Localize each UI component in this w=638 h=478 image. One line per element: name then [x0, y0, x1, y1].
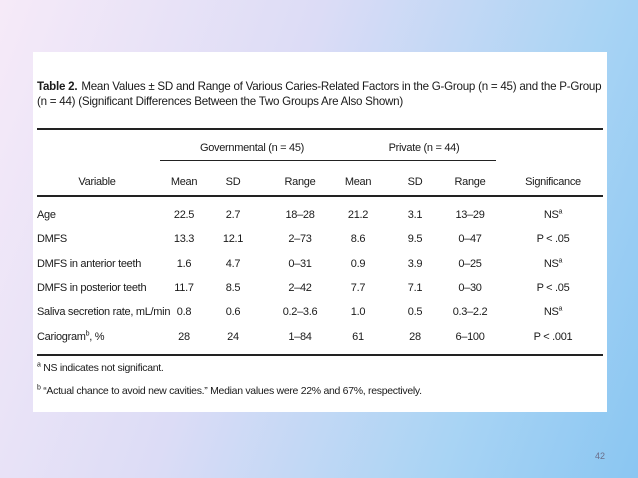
- cell-g-mean: [161, 233, 207, 245]
- cell-text: 7.7: [350, 281, 366, 294]
- cell-p-sd: [395, 209, 435, 221]
- cell-p-mean: [335, 258, 381, 270]
- cell-p-mean: [335, 233, 381, 245]
- cell-g-mean: [161, 331, 207, 343]
- cell-g-range: [261, 209, 339, 221]
- cell-text: 0–47: [458, 233, 482, 246]
- cell-text: 1–84: [288, 330, 312, 343]
- cell-text: NS: [543, 209, 559, 221]
- cell-text: P < .05: [536, 281, 570, 294]
- table-title: Mean Values ± SD and Range of Various Caries-Related Factors in the G-Group (n = 45) and the P-Group (n = 44) (Significant Differences Between the Two Groups Are Also Shown): [37, 80, 602, 108]
- col-header-p-range: Range: [454, 176, 486, 188]
- cell-p-range: [441, 306, 499, 318]
- group-header-private: Private (n = 44): [388, 142, 460, 154]
- cell-text: 28: [178, 330, 190, 343]
- cell-p-range: [441, 233, 499, 245]
- col-header-variable: Variable: [78, 176, 116, 188]
- cell-text: NS: [543, 306, 559, 319]
- footnote-a: [37, 362, 164, 374]
- cell-text: 28: [409, 330, 421, 343]
- col-header-g-range: Range: [284, 176, 316, 188]
- cell-sig: [503, 306, 603, 318]
- footnote-b-mark: b: [37, 384, 41, 392]
- top-rule: [37, 128, 603, 130]
- cell-text: 0.6: [225, 306, 241, 319]
- cell-text: 8.5: [225, 281, 241, 294]
- cell-text: 0.3–2.2: [452, 306, 488, 319]
- cell-g-sd: [213, 233, 253, 245]
- cell-text: Cariogram: [37, 330, 86, 343]
- table-caption: [37, 79, 603, 109]
- table-panel: [33, 52, 607, 412]
- cell-text: 1.0: [350, 306, 366, 319]
- significance-footnote-mark: a: [558, 256, 563, 264]
- cell-text: 21.2: [347, 209, 369, 221]
- cell-sig: [503, 209, 603, 221]
- footnote-b: [37, 385, 422, 397]
- table-label: Table 2.: [37, 80, 78, 93]
- cell-text: 2.7: [225, 209, 241, 221]
- cell-text: 0.5: [407, 306, 423, 319]
- cell-text: 11.7: [174, 281, 194, 294]
- cell-g-range: [261, 306, 339, 318]
- cell-variable: [37, 282, 163, 294]
- col-header-g-sd: SD: [225, 176, 241, 188]
- cell-text: DMFS in posterior teeth: [37, 281, 147, 294]
- cell-g-range: [261, 233, 339, 245]
- cell-text: 2–73: [288, 233, 312, 246]
- cell-p-mean: [335, 209, 381, 221]
- cell-p-sd: [395, 233, 435, 245]
- cell-text: 4.7: [225, 257, 241, 270]
- cell-text: P < .001: [533, 330, 573, 343]
- cell-text: 9.5: [407, 233, 423, 246]
- cell-p-sd: [395, 282, 435, 294]
- group-rule-private: [333, 160, 496, 161]
- bottom-rule: [37, 354, 603, 356]
- cell-text: 13.3: [173, 233, 195, 246]
- cell-p-range: [441, 209, 499, 221]
- cell-p-range: [441, 282, 499, 294]
- cell-variable: [37, 331, 163, 343]
- cell-variable: [37, 209, 163, 221]
- cell-g-range: [261, 258, 339, 270]
- footnote-a-mark: a: [37, 361, 41, 369]
- cell-text: 13–29: [455, 209, 485, 221]
- col-header-g-mean: Mean: [170, 176, 198, 188]
- footnote-b-text: “Actual chance to avoid new cavities.” Median values were 22% and 67%, respectively.: [43, 385, 422, 397]
- cell-text: DMFS: [37, 233, 67, 246]
- cell-variable: [37, 233, 163, 245]
- col-header-significance: Significance: [525, 176, 581, 188]
- variable-footnote-mark: b: [85, 329, 90, 337]
- group-header-governmental: Governmental (n = 45): [199, 142, 305, 154]
- cell-text: 3.9: [407, 257, 423, 270]
- cell-text: Age: [37, 209, 56, 221]
- cell-text: 1.6: [176, 257, 192, 270]
- cell-text: 12.1: [222, 233, 244, 246]
- variable-suffix: , %: [89, 330, 105, 343]
- cell-text: P < .05: [536, 233, 570, 246]
- footnote-a-text: NS indicates not significant.: [43, 362, 164, 374]
- cell-text: 18–28: [285, 209, 315, 221]
- cell-text: 0.2–3.6: [282, 306, 318, 319]
- cell-text: 6–100: [455, 330, 485, 343]
- cell-p-sd: [395, 306, 435, 318]
- header-rule: [37, 195, 603, 197]
- cell-text: 3.1: [407, 209, 423, 221]
- cell-text: 0–25: [458, 257, 482, 270]
- cell-text: Saliva secretion rate, mL/min: [37, 306, 171, 319]
- cell-text: 61: [352, 330, 364, 343]
- cell-text: 7.1: [407, 281, 423, 294]
- cell-g-sd: [213, 282, 253, 294]
- cell-text: 0–31: [288, 257, 312, 270]
- cell-text: 8.6: [350, 233, 366, 246]
- cell-p-sd: [395, 258, 435, 270]
- cell-g-sd: [213, 331, 253, 343]
- cell-g-range: [261, 331, 339, 343]
- cell-text: 2–42: [288, 281, 312, 294]
- cell-sig: [503, 233, 603, 245]
- cell-g-mean: [161, 282, 207, 294]
- significance-footnote-mark: a: [558, 208, 563, 216]
- cell-sig: [503, 258, 603, 270]
- cell-g-sd: [213, 306, 253, 318]
- cell-variable: [37, 258, 163, 270]
- cell-g-range: [261, 282, 339, 294]
- cell-text: 0.9: [350, 257, 366, 270]
- cell-text: DMFS in anterior teeth: [37, 257, 142, 270]
- cell-text: 22.5: [173, 209, 195, 221]
- cell-text: 0–30: [458, 281, 482, 294]
- cell-g-sd: [213, 209, 253, 221]
- cell-p-range: [441, 258, 499, 270]
- cell-variable: [37, 306, 171, 319]
- cell-sig: [503, 282, 603, 294]
- cell-g-mean: [161, 306, 207, 318]
- cell-p-mean: [335, 331, 381, 343]
- cell-text: NS: [543, 257, 559, 270]
- col-header-p-mean: Mean: [344, 176, 372, 188]
- cell-g-sd: [213, 258, 253, 270]
- cell-p-mean: [335, 282, 381, 294]
- cell-text: 24: [227, 330, 239, 343]
- cell-p-range: [441, 331, 499, 343]
- page-number: 42: [594, 451, 605, 461]
- cell-sig: [503, 331, 603, 343]
- cell-g-mean: [161, 209, 207, 221]
- cell-text: 0.8: [176, 306, 192, 319]
- cell-p-mean: [335, 306, 381, 318]
- cell-p-sd: [395, 331, 435, 343]
- col-header-p-sd: SD: [407, 176, 423, 188]
- cell-g-mean: [161, 258, 207, 270]
- significance-footnote-mark: a: [558, 305, 563, 313]
- group-rule-governmental: [160, 160, 343, 161]
